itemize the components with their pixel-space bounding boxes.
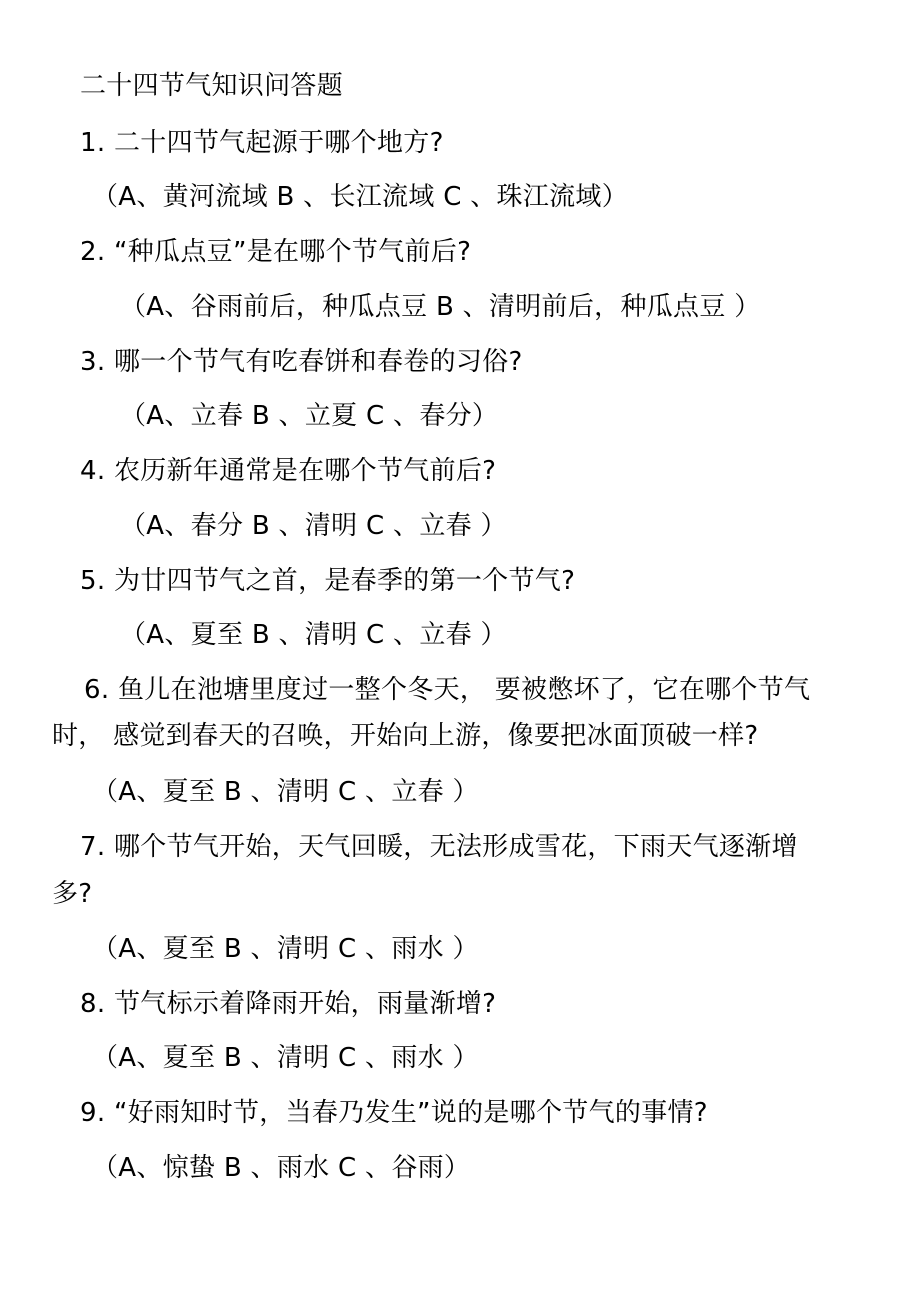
options-8: （A、夏至 B 、清明 C 、雨水 ） [92, 1043, 479, 1073]
options-4: （A、春分 B 、清明 C 、立春 ） [120, 511, 507, 541]
document-title: 二十四节气知识问答题 [80, 71, 344, 101]
question-7-line-1: 7. 哪个节气开始，天气回暖，无法形成雪花，下雨天气逐渐增 [80, 832, 798, 862]
question-9: 9. “好雨知时节，当春乃发生”说的是哪个节气的事情? [80, 1098, 708, 1128]
options-2: （A、谷雨前后，种瓜点豆 B 、清明前后，种瓜点豆 ） [120, 292, 761, 322]
question-5: 5. 为廿四节气之首，是春季的第一个节气? [80, 566, 576, 596]
question-6-line-1: 6. 鱼儿在池塘里度过一整个冬天， 要被憋坏了，它在哪个节气 [84, 675, 811, 705]
question-2: 2. “种瓜点豆”是在哪个节气前后? [80, 237, 472, 267]
question-4: 4. 农历新年通常是在哪个节气前后? [80, 456, 497, 486]
options-3: （A、立春 B 、立夏 C 、春分） [120, 401, 499, 431]
question-1: 1. 二十四节气起源于哪个地方? [80, 128, 444, 158]
options-5: （A、夏至 B 、清明 C 、立春 ） [120, 620, 507, 650]
question-3: 3. 哪一个节气有吃春饼和春卷的习俗? [80, 347, 523, 377]
options-9: （A、惊蛰 B 、雨水 C 、谷雨） [92, 1153, 471, 1183]
question-8: 8. 节气标示着降雨开始，雨量渐增? [80, 989, 497, 1019]
options-6: （A、夏至 B 、清明 C 、立春 ） [92, 777, 479, 807]
options-7: （A、夏至 B 、清明 C 、雨水 ） [92, 934, 479, 964]
question-6-line-2: 时， 感觉到春天的召唤，开始向上游，像要把冰面顶破一样? [52, 721, 759, 751]
options-1: （A、黄河流域 B 、长江流域 C 、珠江流域） [92, 182, 629, 212]
question-7-line-2: 多? [52, 879, 93, 909]
